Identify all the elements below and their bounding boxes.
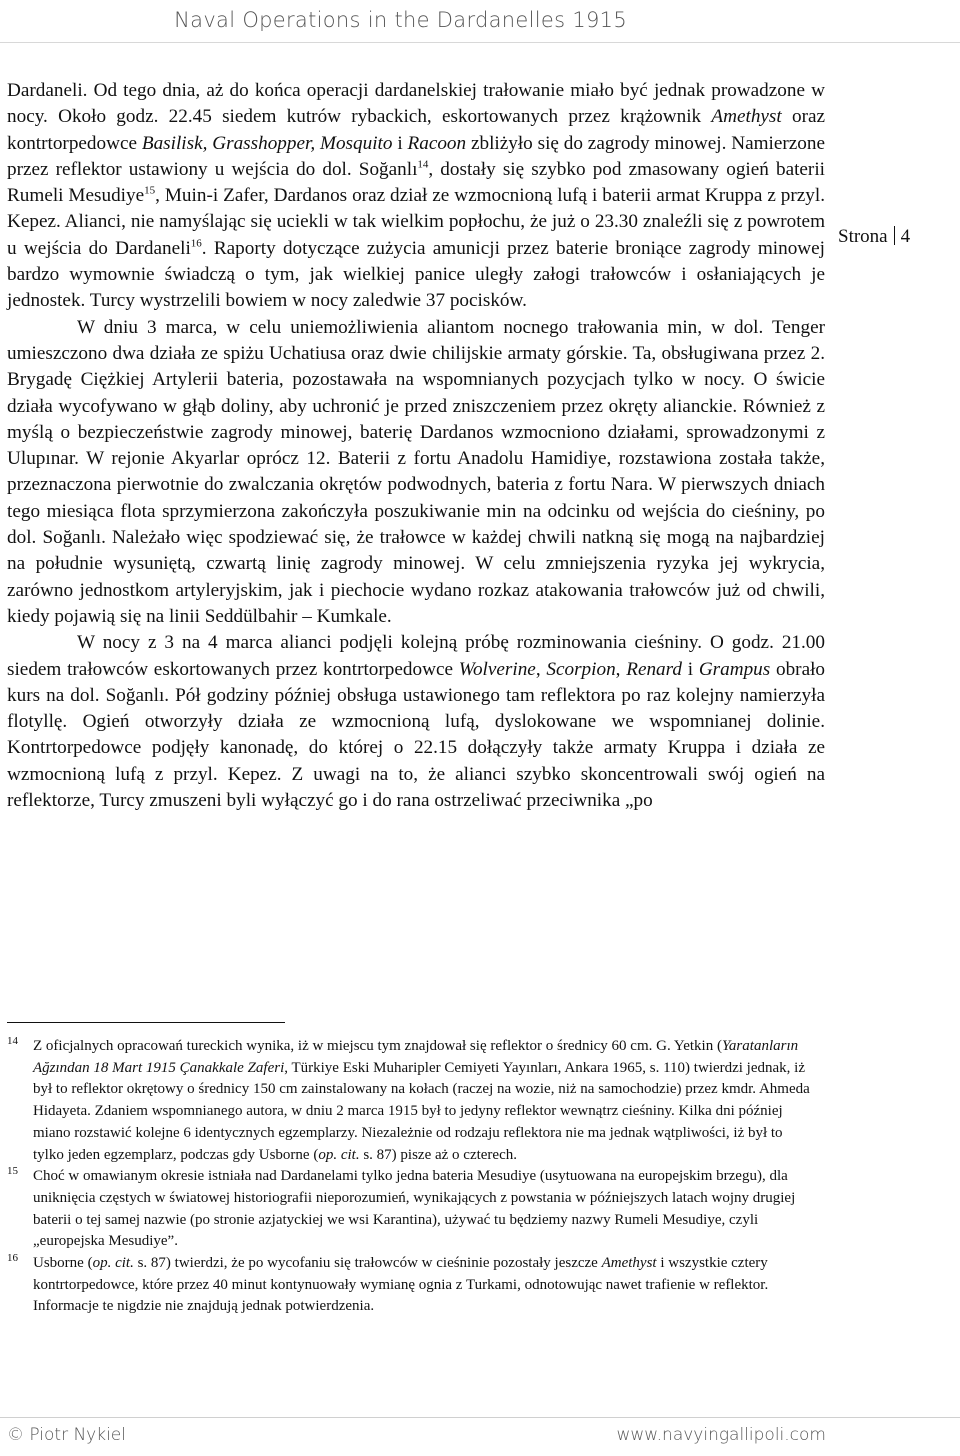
text-run: , xyxy=(535,658,547,680)
footnote-number: 15 xyxy=(7,1165,18,1178)
ship-name: Scorpion xyxy=(546,658,616,680)
footnote-number: 14 xyxy=(7,1035,18,1047)
document-title: Naval Operations in the Dardanelles 1915 xyxy=(174,8,627,32)
text-run: Dardaneli. Od tego dnia, aż do końca operacji dardanelskiej trałowanie miało być jednak prowadzone w nocy. Około godz. 22.45 siedem kutrów rybackich, eskortowanych przez krążownik xyxy=(7,80,825,128)
text-run: , xyxy=(615,658,627,680)
citation: op. cit. xyxy=(92,1255,134,1272)
body-text xyxy=(7,78,825,814)
page-number: 4 xyxy=(900,226,911,247)
text-run: , dostały się szybko pod zmasowany ogień baterii Rumeli Mesudiye xyxy=(7,158,825,207)
ship-name: Wolverine xyxy=(458,658,536,680)
text-run: oraz kontrtorpedowce xyxy=(7,106,825,154)
footnote-ref-16[interactable]: 16 xyxy=(190,237,202,250)
paragraph-3 xyxy=(7,630,825,814)
page-footer xyxy=(0,1417,960,1456)
footnote-16 xyxy=(7,1253,817,1318)
ship-name: Grampus xyxy=(698,658,771,680)
text-run: i wszystkie cztery kontrtorpedowce, które przez 40 minut kontynuowały wymianę ognia z Turkami, odnotowując nawet trafienie w reflektor. Informacje te nigdzie nie znajdują jednak potwierdzenia. xyxy=(33,1255,769,1315)
page-label: Strona xyxy=(838,226,888,247)
text-run: i xyxy=(392,132,408,154)
footnote-separator xyxy=(7,1022,285,1023)
paragraph-1 xyxy=(7,78,825,315)
footnote-ref-15[interactable]: 15 xyxy=(144,184,156,197)
text-run: obrało kurs na dol. Soğanlı. Pół godziny później obsługa ustawionego tam reflektora po raz kolejny namierzyła flotyllę. Ogień otworzyły działa ze wzmocnioną lufą, dyslokowane we wspomnianej dolinie. Kontrtorpedowce podjęły kanonadę, do której o 22.15 dołączyły także armaty Kruppa i działa ze wzmocnioną lufą z przyl. Kepez. Z uwagi na to, że alianci szybko skoncentrowali swój ogień na reflektorze, Turcy zmuszeni byli wyłączyć go i do rana ostrzeliwać przeciwnika „po xyxy=(7,658,826,812)
text-run: Choć w omawianym okresie istniała nad Dardanelami tylko jedna bateria Mesudiye (usytuowana na europejskim brzegu), dla uniknięcia częstych w światowej historiografii nieporozumień, wynikających z powstania w późniejszych latach wojny drugiej baterii o tej samej nazwie (po stronie azjatyckiej we wsi Karantina), używać tu będziemy nazwy Rumeli Mesudiye, czyli „europejska Mesudiye”. xyxy=(33,1168,796,1250)
footnote-14 xyxy=(7,1036,817,1166)
footnotes xyxy=(7,1036,817,1318)
ship-name: Renard xyxy=(626,658,682,680)
footnote-15 xyxy=(7,1166,817,1253)
page-number-label xyxy=(838,226,910,248)
text-run: Z oficjalnych opracowań tureckich wynika, iż w miejscu tym znajdował się reflektor o średnicy 60 cm. G. Yetkin ( xyxy=(33,1038,722,1054)
text-run: s. 87) pisze aż o czterech. xyxy=(359,1146,517,1163)
text-run: . Raporty dotyczące zużycia amunicji przez baterie broniące zagrody minowej bardzo wymownie świadczą o tym, jak wielkiej panice uległy załogi trałowców i osłaniających je jednostek. Turcy wystrzelili bowiem w nocy zaledwie 37 pocisków. xyxy=(7,237,825,312)
footnote-ref-14[interactable]: 14 xyxy=(417,158,429,171)
citation: op. cit. xyxy=(318,1146,360,1163)
text-run: s. 87) twierdzi, że po wycofaniu się trałowców w cieśninie pozostały jeszcze xyxy=(133,1255,602,1272)
text-run: , Türkiye Eski Muharipler Cemiyeti Yayınları, Ankara 1965, s. 110) twierdzi jednak, iż był to reflektor okrętowy o średnicy 150 cm zainstalowany na kołach (raczej na wozie, niż na samochodzie) przez kmdr. Ahmeda Hidayeta. Zdaniem wspomnianego autora, w dniu 2 marca 1915 był to jedyny reflektor wewnątrz cieśniny. Kilka dni później miano rozstawić kolejne 6 identycznych egzemplarzy. Niezależnie od rodzaju reflektora nie ma jednak wątpliwości, iż był to tylko jeden egzemplarz, podczas gdy Usborne ( xyxy=(33,1059,810,1163)
footnote-number: 16 xyxy=(7,1252,18,1265)
ship-names: Basilisk, Grasshopper, Mosquito xyxy=(141,132,393,154)
ship-name: Amethyst xyxy=(711,106,782,128)
book-title: Yaratanların Ağzından 18 Mart 1915 Çanakkale Zaferi xyxy=(33,1038,799,1076)
paragraph-2: W dniu 3 marca, w celu uniemożliwienia aliantom nocnego trałowania min, w dol. Tenger umieszczono dwa działa ze spiżu Uchatiusa oraz dwie chilijskie armaty górskie. Ta, obsługiwana przez 2. Brygadę Ciężkiej Artylerii bateria, pozostawała na wspomnianych pozycjach tylko w nocy. O świcie działa wycofywano w głąb doliny, aby uchronić je przed zniszczeniem przez okręty alianckie. Również z myślą o bezpieczeństwie zagrody minowej, baterię Dardanos wzmocniono działami, sprowadzonymi z Ulupınar. W rejonie Akyarlar oprócz 12. Baterii z fortu Anadolu Hamidiye, rozstawiona została także, przeznaczona pierwotnie do zwalczania okrętów podwodnych, bateria z fortu Nara. W pierwszych dniach tego miesiąca flota sprzymierzona zakończyła poszukiwanie min na odcinku od wejścia do cieśniny, po dol. Soğanlı. Należało więc spodziewać się, że trałowce w każdej chwili natkną się mogą na najbardziej na południe wysuniętą, czwartą linię zagrody minowej. W celu zmniejszenia ryzyka jej wykrycia, zarówno jednostkom artyleryjskim, jak i piechocie wydano rozkaz atakowania trałowców już od chwili, kiedy pojawią się na linii Seddülbahir – Kumkale. xyxy=(7,316,825,627)
text-run: , Muin-i Zafer, Dardanos oraz dział ze wzmocnioną lufą i baterii armat Kruppa z przyl. Kepez. Alianci, nie namyślając się uciekli w tak wielkim popłochu, że już o 23.30 znaleźli się z powrotem u wejścia do Dardaneli xyxy=(7,185,826,259)
text-run: W nocy z 3 na 4 marca alianci podjęli kolejną próbę rozminowania cieśniny. O godz. 21.00 siedem trałowców eskortowanych przez kontrtorpedowce xyxy=(7,632,825,680)
text-run: zbliżyło się do zagrody minowej. Namierzone przez reflektor ustawiony u wejścia do dol. Soğanlı xyxy=(7,132,825,180)
page-header xyxy=(0,2,960,43)
ship-name: Racoon xyxy=(407,132,467,154)
page-divider xyxy=(894,226,895,245)
text-run: Usborne ( xyxy=(33,1255,93,1272)
ship-name: Amethyst xyxy=(601,1255,657,1272)
text-run: i xyxy=(682,658,699,680)
website-link[interactable]: www.navyingallipoli.com xyxy=(616,1425,826,1445)
author-credit: © Piotr Nykiel xyxy=(7,1425,126,1445)
